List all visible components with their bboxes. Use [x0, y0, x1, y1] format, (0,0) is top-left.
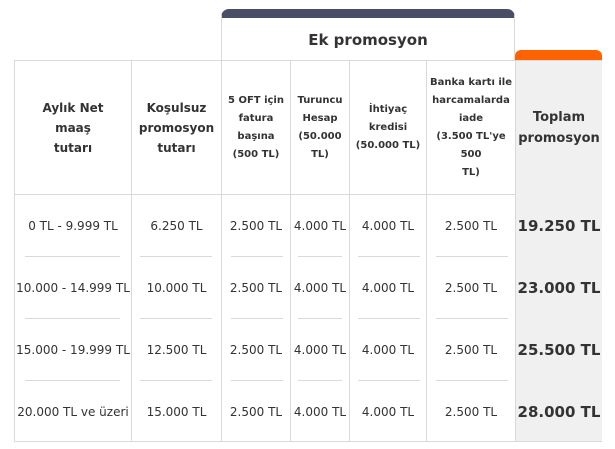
table-cell: 15.000 - 19.999 TL [16, 342, 130, 357]
header-5-oft: 5 OFT için fatura başına (500 TL) [228, 94, 284, 160]
table-cell: 28.000 TL [517, 402, 601, 421]
table-cell: 23.000 TL [517, 278, 601, 297]
table-cell: 2.500 TL [229, 218, 283, 233]
table-cell: 20.000 TL ve üzeri [17, 404, 129, 419]
table-cell: 4.000 TL [293, 280, 347, 295]
table-cell: 4.000 TL [361, 218, 415, 233]
table-cell: 15.000 TL [146, 404, 207, 419]
table-cell: 2.500 TL [444, 280, 498, 295]
table-cell: 0 TL - 9.999 TL [28, 218, 118, 233]
table-cell: 19.250 TL [517, 216, 601, 235]
table-cell: 2.500 TL [444, 404, 498, 419]
header-net-salary: Aylık Net maaş tutarı [42, 100, 104, 155]
header-ihtiyac-kredisi: İhtiyaç kredisi (50.000 TL) [355, 103, 421, 151]
header-turuncu-hesap: Turuncu Hesap (50.000 TL) [297, 94, 343, 160]
group-header-ek-promosyon [221, 9, 515, 61]
table-cell: 2.500 TL [229, 342, 283, 357]
table-cell: 4.000 TL [361, 404, 415, 419]
table-cell: 6.250 TL [150, 218, 203, 233]
table-cell: 2.500 TL [229, 404, 283, 419]
table-cell: 2.500 TL [444, 342, 498, 357]
header-banka-karti-iade: Banka kartı ile harcamalarda iade (3.500 TL'ye 500 TL) [429, 76, 513, 178]
table-cell: 25.500 TL [517, 340, 601, 359]
header-total-promotion: Toplam promosyon [518, 109, 600, 146]
table-cell: 4.000 TL [293, 218, 347, 233]
table-cell: 4.000 TL [293, 404, 347, 419]
table-cell: 4.000 TL [293, 342, 347, 357]
table-cell: 4.000 TL [361, 280, 415, 295]
header-unconditional-promotion: Koşulsuz promosyon tutarı [138, 100, 215, 155]
table-cell: 2.500 TL [229, 280, 283, 295]
group-header-label: Ek promosyon [308, 30, 428, 49]
table-cell: 12.500 TL [146, 342, 207, 357]
table-cell: 2.500 TL [444, 218, 498, 233]
table-cell: 4.000 TL [361, 342, 415, 357]
table-cell: 10.000 TL [146, 280, 207, 295]
table-cell: 10.000 - 14.999 TL [16, 280, 130, 295]
